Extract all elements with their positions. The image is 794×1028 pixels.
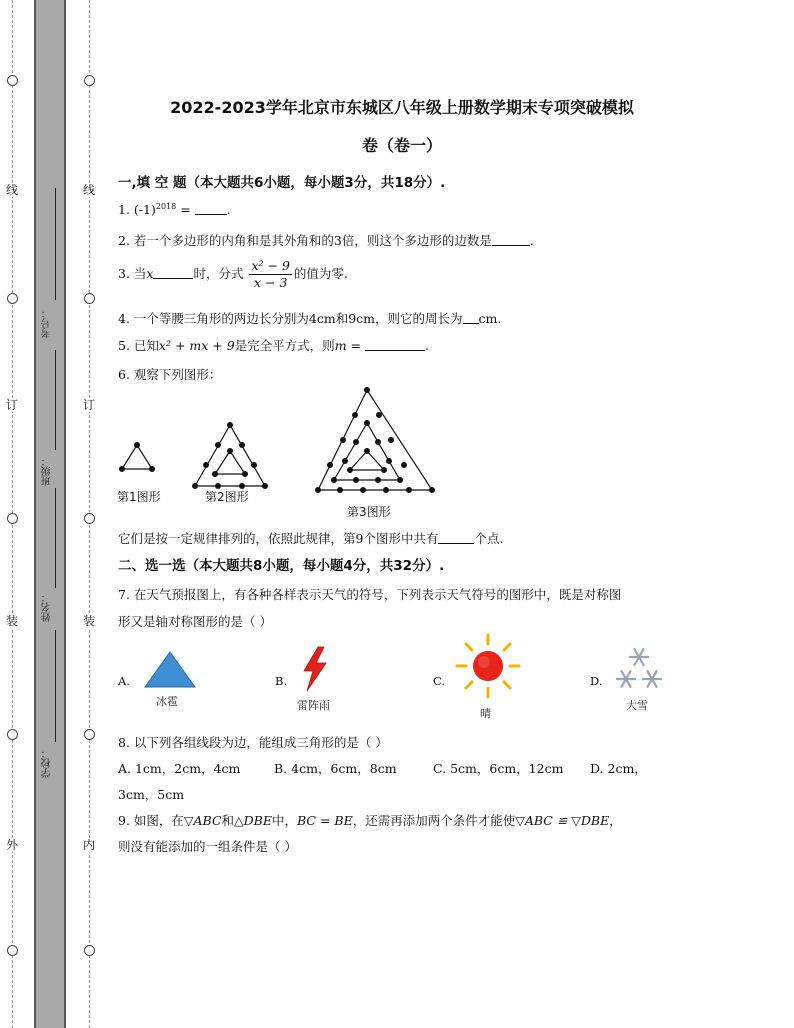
q3-pre: 3. 当 <box>118 266 147 281</box>
binding-hole <box>7 513 18 524</box>
question-4 <box>118 309 501 327</box>
q8-option-b[interactable]: B. 4cm，6cm，8cm <box>274 761 397 776</box>
q5-end: . <box>424 338 429 353</box>
q2-answer-blank[interactable] <box>492 233 530 246</box>
q3-fraction <box>249 258 291 291</box>
q9-and: 和 <box>221 813 235 828</box>
q1-equals: = <box>176 202 195 218</box>
question-2 <box>118 231 534 249</box>
binding-hole <box>7 293 18 304</box>
q7-option-c-caption: 晴 <box>480 707 491 720</box>
class-line <box>55 350 57 450</box>
question-1 <box>118 202 231 217</box>
q1-answer-blank[interactable] <box>195 202 227 215</box>
q5-var: m <box>334 338 347 353</box>
question-9-line2: 则没有能添加的一组条件是（ ） <box>118 839 297 854</box>
q6-dot-figures <box>110 385 450 505</box>
q6-figure-1-label: 第1图形 <box>117 490 161 504</box>
q9-triangle-2: △DBE <box>234 813 272 828</box>
q6-follow-end: 个点. <box>474 531 504 546</box>
q5-answer-blank[interactable] <box>365 338 425 351</box>
q3-var: x <box>146 266 154 281</box>
q6-figure-3 <box>316 388 435 493</box>
q6-answer-blank[interactable] <box>438 531 474 544</box>
q7-option-a-letter[interactable]: A. <box>118 674 130 688</box>
q8-option-d[interactable]: D. 2cm， <box>590 761 647 776</box>
q6-follow-text: 它们是按一定规律排列的，依照此规律，第9个图形中共有 <box>118 531 439 546</box>
q3-mid: 时，分式 <box>193 266 244 281</box>
cut-line-char: 线 <box>83 183 96 197</box>
cut-line-char: 外 <box>6 838 19 852</box>
name-line <box>55 488 57 588</box>
q3-answer-blank[interactable] <box>153 266 193 279</box>
q9-mid: 中， <box>272 813 298 828</box>
binding-hole <box>7 75 18 86</box>
q9-post: ，还需再添加两个条件才能使 <box>352 813 516 828</box>
q2-text: 2. 若一个多边形的内角和是其外角和的3倍，则这个多边形的边数是 <box>118 233 492 248</box>
q6-figure-1 <box>120 443 155 472</box>
q5-pre: 5. 已知 <box>118 338 159 353</box>
q1-number: 1. <box>118 202 130 218</box>
q7-option-d-letter[interactable]: D. <box>590 674 603 688</box>
q9-triangle-1: ▽ABC <box>183 813 222 828</box>
q9-condition: BC = BE <box>297 813 353 828</box>
binding-hole <box>7 729 18 740</box>
question-8: 8. 以下列各组线段为边，能组成三角形的是（ ） <box>118 735 388 750</box>
question-5 <box>118 336 429 354</box>
q1-exponent: 2018 <box>155 202 177 211</box>
cut-line-char: 装 <box>83 614 96 628</box>
q1-base: (-1) <box>133 202 156 218</box>
q7-option-a-caption: 冰雹 <box>156 695 178 708</box>
q4-answer-blank[interactable] <box>463 311 479 324</box>
binding-band <box>34 0 66 1028</box>
school-label: 学校： <box>42 748 53 778</box>
q4-text: 4. 一个等腰三角形的两边长分别为4cm和9cm，则它的周长为 <box>118 311 463 326</box>
name-label: 姓名： <box>42 592 53 622</box>
q8-option-a[interactable]: A. 1cm，2cm，4cm <box>118 761 241 776</box>
q7-option-b-caption: 雷阵雨 <box>297 699 330 712</box>
q8-option-d-continued: 3cm，5cm <box>118 787 185 802</box>
q6-figure-2-label: 第2图形 <box>205 490 249 504</box>
q9-comma: ， <box>609 813 622 828</box>
sun-icon[interactable] <box>454 632 522 700</box>
q5-expression: x² + mx + 9 <box>158 338 235 353</box>
question-6: 6. 观察下列图形： <box>118 367 222 382</box>
binding-hole <box>7 945 18 956</box>
thunderstorm-icon[interactable] <box>298 645 330 693</box>
q5-mid: 是完全平方式，则 <box>234 338 335 353</box>
snow-icon[interactable] <box>611 645 667 693</box>
question-7-line2: 形又是轴对称图形的是（ ） <box>118 614 272 629</box>
exam-number-label: 考号： <box>42 308 53 338</box>
binding-hole <box>84 75 95 86</box>
q2-end: . <box>529 233 534 248</box>
q9-pre: 9. 如图，在 <box>118 813 184 828</box>
hail-icon[interactable] <box>143 650 197 690</box>
binding-hole <box>84 293 95 304</box>
cut-line-char: 线 <box>6 183 19 197</box>
question-6-follow <box>118 529 503 547</box>
exam-number-line <box>55 188 57 300</box>
q1-end: . <box>226 202 231 218</box>
q3-denominator: x − 3 <box>253 275 288 290</box>
q6-figure-2 <box>193 423 268 489</box>
q7-option-d-caption: 大雪 <box>626 699 648 712</box>
q8-option-c[interactable]: C. 5cm，6cm，12cm <box>433 761 564 776</box>
binding-hole <box>84 513 95 524</box>
binding-hole <box>84 729 95 740</box>
page-title-line2: 卷（卷一） <box>361 136 442 155</box>
q4-end: cm. <box>478 311 502 326</box>
q6-figure-3-label: 第3图形 <box>347 505 391 519</box>
q7-option-b-letter[interactable]: B. <box>275 674 288 688</box>
q7-option-c-letter[interactable]: C. <box>433 674 446 688</box>
question-3 <box>118 258 348 291</box>
q3-post: 的值为零. <box>293 266 348 281</box>
q5-eq: = <box>346 338 365 353</box>
cut-line-char: 订 <box>6 398 19 412</box>
school-line <box>55 630 57 742</box>
binding-hole <box>84 945 95 956</box>
q9-congruence: ▽ABC ≌ ▽DBE <box>515 813 610 828</box>
section2-heading: 二、选一选（本大题共8小题，每小题4分，共32分）. <box>118 558 445 574</box>
page-title-line1: 2022-2023学年北京市东城区八年级上册数学期末专项突破模拟 <box>170 98 634 117</box>
cut-line-char: 装 <box>6 614 19 628</box>
cut-line-char: 内 <box>83 838 96 852</box>
class-label: 班级： <box>42 456 53 486</box>
question-7-line1: 7. 在天气预报图上，有各种各样表示天气的符号，下列表示天气符号的图形中，既是对称图 <box>118 587 622 602</box>
section1-heading: 一,填 空 题（本大题共6小题，每小题3分，共18分）. <box>118 175 446 191</box>
q3-numerator: x² − 9 <box>251 258 290 273</box>
question-9-line1 <box>118 811 622 829</box>
cut-line-char: 订 <box>83 398 96 412</box>
